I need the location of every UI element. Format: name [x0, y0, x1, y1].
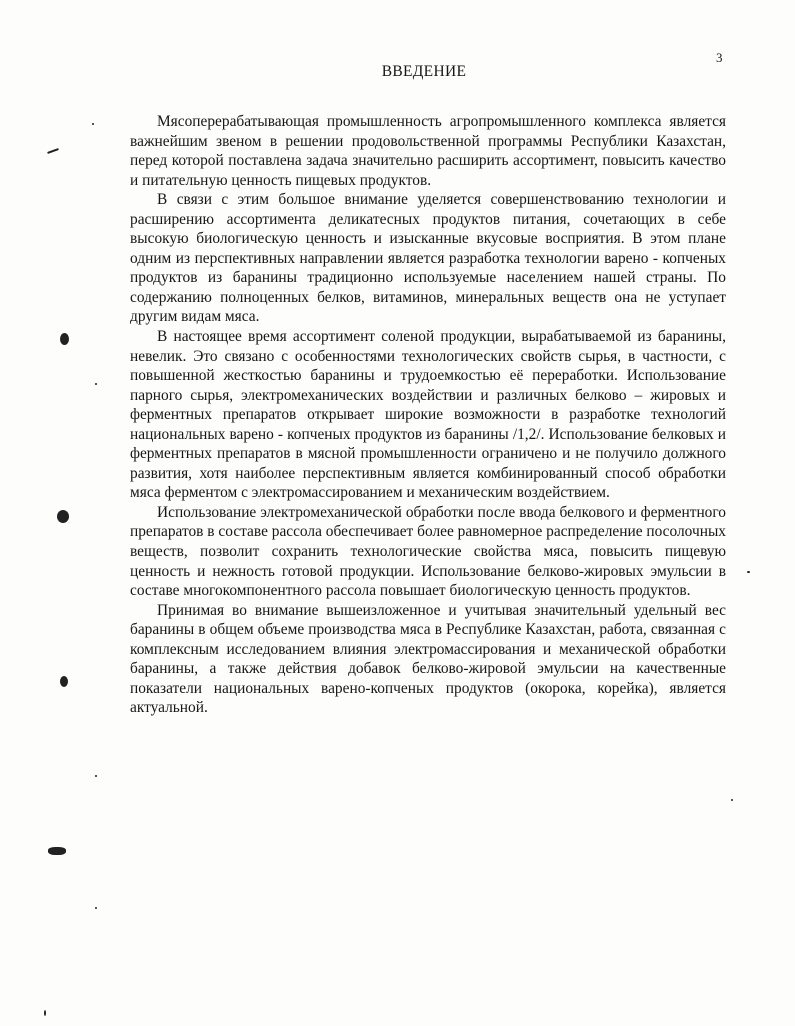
page-title: ВВЕДЕНИЕ: [381, 63, 467, 80]
paragraph-2: В связи с этим большое внимание уделяется совершенствованию технологии и расширению ассортимента деликатесных продуктов питания, сочетающих в себе высокую биологическую ценность и изысканные вкусовые восприятия. В этом плане одним из перспективных направлении является разработка технологии варено - копченых продуктов из баранины традиционно используемые населением нашей страны. По содержанию полноценных белков, витаминов, минеральных веществ она не уступает другим видам мяса.: [130, 191, 726, 326]
paragraph-4: Использование электромеханической обработки после ввода белкового и ферментного препаратов в составе рассола обеспечивает более равномерное распределение посолочных веществ, позволит сохранить технологические свойства мяса, повысить пищевую ценность и нежность готовой продукции. Использование белково-жировых эмульсии в составе многокомпонентного рассола повышает биологическую ценность продуктов.: [130, 503, 726, 600]
scan-speck: [48, 847, 66, 855]
scan-speck: [60, 333, 69, 345]
body-text: [130, 112, 726, 718]
page-number: 3: [716, 50, 723, 65]
scan-speck: [57, 510, 69, 523]
scan-speck: [60, 676, 68, 687]
scan-speck: [92, 123, 94, 125]
scan-speck: [747, 571, 750, 573]
scan-speck: [44, 1010, 46, 1016]
scan-speck: [95, 775, 97, 777]
paragraph-3: В настоящее время ассортимент соленой продукции, вырабатываемой из баранины, невелик. Это связано с особенностями технологических свойств сырья, в частности, с повышенной жесткостью баранины и трудоемкостью её переработки. Использование парного сырья, электромеханических воздействии и различных белково – жировых и ферментных препаратов открывает широкие возможности в разработке технологий национальных варено - копченых продуктов из баранины /1,2/. Использование белковых и ферментных препаратов в мясной промышленности ограничено и не получило должного развития, хотя наиболее перспективным является комбинированный способ обработки мяса ферментом с электромассированием и механическим воздействием.: [130, 328, 726, 502]
paragraph-5: Принимая во внимание вышеизложенное и учитывая значительный удельный вес баранины в общем объеме производства мяса в Республике Казахстан, работа, связанная с комплексным исследованием влияния электромассирования и механической обработки баранины, а также действия добавок белково-жировой эмульсии на качественные показатели национальных варено-копченых продуктов (окорока, корейка), является актуальной.: [130, 601, 726, 717]
scan-speck: [47, 148, 59, 154]
paragraph-1: Мясоперерабатывающая промышленность агропромышленного комплекса является важнейшим звеном в решении продовольственной программы Республики Казахстан, перед которой поставлена задача значительно расширить ассортимент, повысить качество и питательную ценность пищевых продуктов.: [130, 113, 726, 189]
scan-speck: [95, 383, 97, 385]
scan-speck: [95, 907, 97, 909]
scan-speck: [731, 799, 733, 801]
